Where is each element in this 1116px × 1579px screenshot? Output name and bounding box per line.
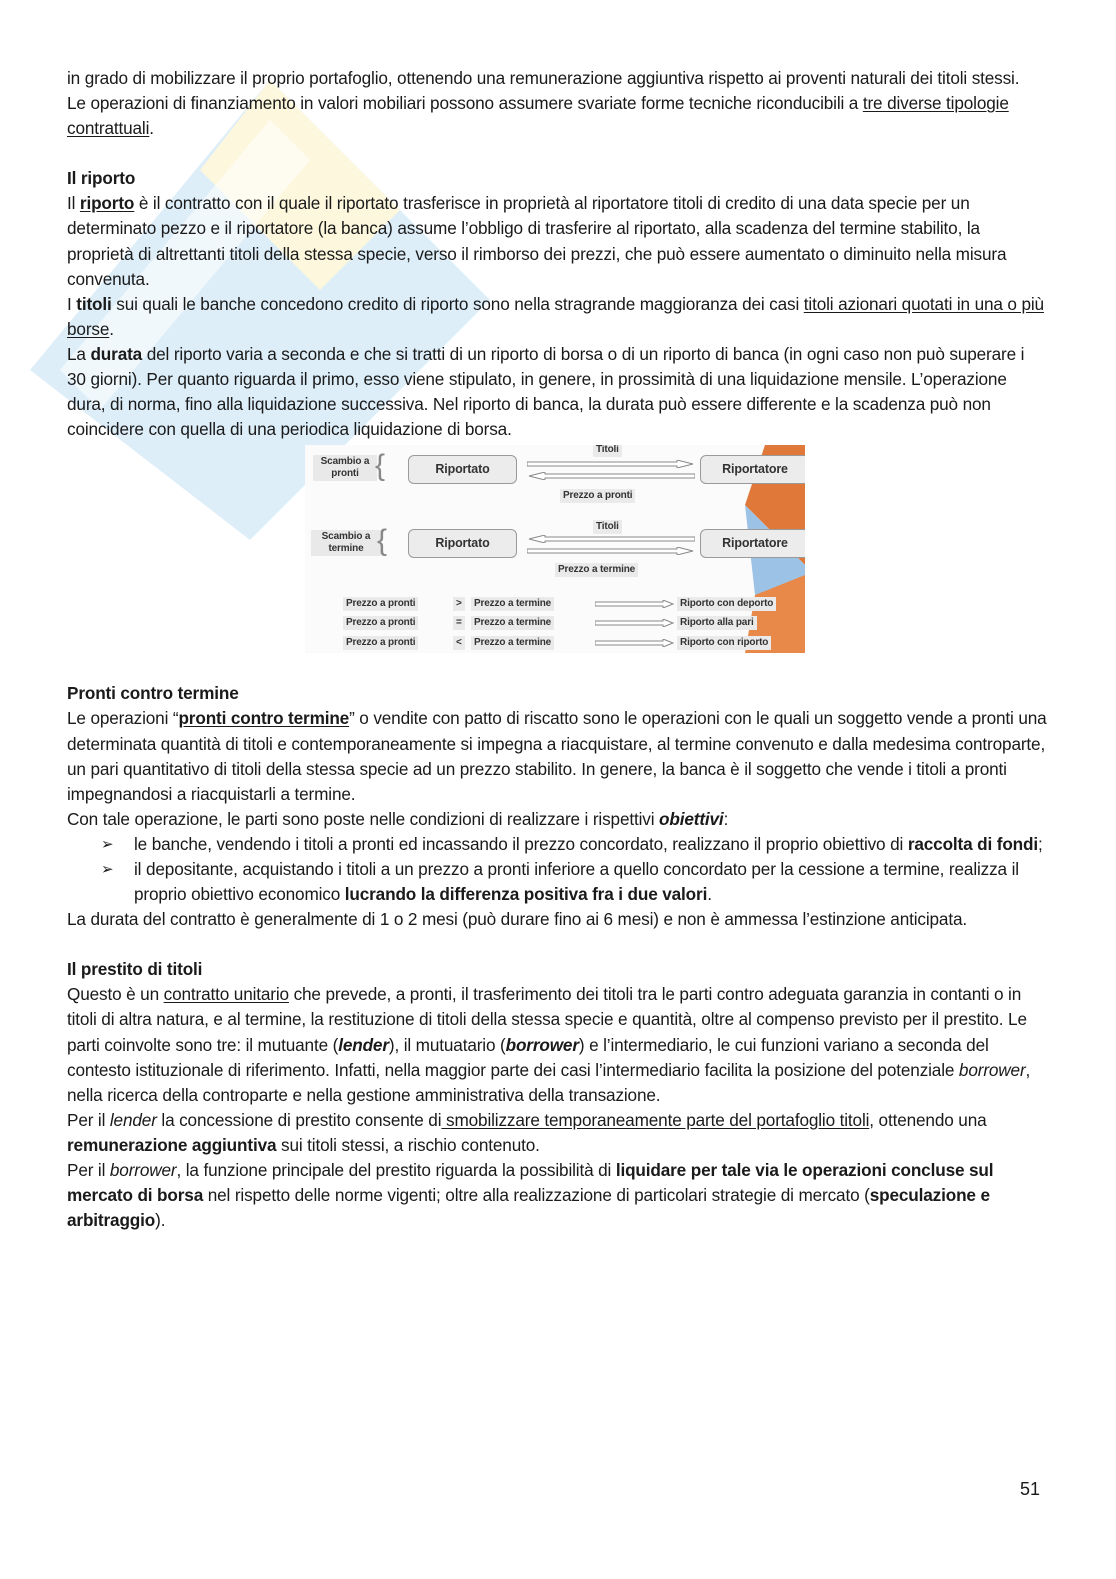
arrowhead-bullet-icon: ➢	[101, 860, 114, 878]
arrow-label-titoli-2: Titoli	[593, 520, 622, 534]
arrow-right-icon	[527, 460, 695, 468]
heading-pronti-contro-termine: Pronti contro termine	[67, 683, 239, 704]
comparison-operator: >	[453, 597, 465, 611]
prestito-paragraph-2: Per il lender la concessione di prestito consente di smobilizzare temporaneamente parte del portafoglio titoli, ottenendo una remunerazione aggiuntiva sui titoli stessi, a rischio contenuto.	[67, 1109, 987, 1155]
comparison-right: Prezzo a termine	[471, 616, 554, 630]
list-item: ➢ il depositante, acquistando i titoli a un prezzo a pronti inferiore a quello concordato per la cessione a termine, realizza il proprio obiettivo economico lucrando la differenza positiva fra i due valori.	[101, 858, 1019, 905]
comparison-left: Prezzo a pronti	[343, 597, 418, 611]
arrowhead-bullet-icon: ➢	[101, 835, 114, 853]
arrow-right-icon	[527, 547, 695, 555]
riporto-paragraph-1: Il riporto è il contratto con il quale il riportato trasferisce in proprietà al riportatore titoli di credito di una data specie per un determinato pezzo e il riportatore (la banca) assume l’obbligo di trasferire al riportato, alla scadenza del termine stabilito, la proprietà di altrettanti titoli della stessa specie, verso il rimborso dei prezzi, che può essere aumentato o diminuito nella misura convenuta.	[67, 193, 1007, 289]
label-scambio-a-pronti: Scambio a pronti	[313, 455, 377, 481]
term-pronti-contro-termine: pronti contro termine	[178, 708, 350, 729]
comparison-right: Prezzo a termine	[471, 597, 554, 611]
arrow-label-prezzo-a-pronti: Prezzo a pronti	[560, 489, 635, 503]
riporto-paragraph-3: La durata del riporto varia a seconda e che si tratti di un riporto di borsa o di un riporto di banca (in ogni caso non può superare i 30 giorni). Per quanto riguarda il primo, esso viene stipulato, in genere, in prossimità di una liquidazione mensile. L’operazione dura, di norma, fino alla liquidazione successiva. Nel riporto di banca, la durata può essere differente e la scadenza può non coincidere con quella di una periodica liquidazione di borsa.	[67, 343, 1025, 440]
heading-prestito-di-titoli: Il prestito di titoli	[67, 959, 203, 980]
document-page	[67, 66, 1047, 1233]
brace-icon: {	[377, 524, 387, 558]
brace-icon: {	[375, 449, 385, 483]
comparison-right: Prezzo a termine	[471, 636, 554, 650]
intro-paragraph-1: in grado di mobilizzare il proprio portafoglio, ottenendo una remunerazione aggiuntiva rispetto ai proventi naturali dei titoli stessi.	[67, 68, 1020, 88]
comparison-operator: =	[453, 616, 465, 630]
pct-paragraph-1: Le operazioni “pronti contro termine” o vendite con patto di riscatto sono le operazioni con le quali un soggetto vende a pronti una determinata quantità di titoli e contemporaneamente si impegna a riacquistare, al termine convenuto e dalla medesima controparte, un pari quantitativo di titoli della stessa specie ad un prezzo stabilito. In genere, la banca è il soggetto che vende i titoli a pronti impegnandosi a riacquistarli a termine.	[67, 708, 1047, 804]
arrow-right-icon	[595, 600, 675, 608]
comparison-left: Prezzo a pronti	[343, 636, 418, 650]
arrow-right-icon	[595, 619, 675, 627]
comparison-result: Riporto con riporto	[677, 636, 771, 650]
riporto-paragraph-2: I titoli sui quali le banche concedono credito di riporto sono nella stragrande maggioranza dei casi titoli azionari quotati in una o più borse.	[67, 293, 1044, 339]
pct-paragraph-2: Con tale operazione, le parti sono poste nelle condizioni di realizzare i rispettivi obiettivi:	[67, 808, 729, 829]
box-riportatore-2: Riportatore	[700, 529, 805, 558]
riporto-diagram	[305, 445, 805, 653]
page-number: 51	[1020, 1479, 1041, 1499]
comparison-operator: <	[453, 636, 465, 650]
comparison-result: Riporto alla pari	[677, 616, 757, 630]
box-riportatore-1: Riportatore	[700, 455, 805, 484]
box-riportato-2: Riportato	[408, 529, 517, 558]
link-tre-tipologie: tre diverse tipologie contrattuali	[67, 93, 1009, 139]
intro-paragraph-2: Le operazioni di finanziamento in valori mobiliari possono assumere svariate forme tecniche riconducibili a tre diverse tipologie contrattuali.	[67, 93, 1009, 139]
box-riportato-1: Riportato	[408, 455, 517, 484]
term-riporto: riporto	[79, 193, 135, 214]
label-scambio-a-termine: Scambio a termine	[311, 530, 381, 556]
prestito-paragraph-1: Questo è un contratto unitario che prevede, a pronti, il trasferimento dei titoli tra le parti contro adeguata garanzia in contanti o in titoli di altra natura, e al termine, la restituzione di titoli della stessa specie e quantità, oltre al compenso previsto per il prestito. Le parti coinvolte sono tre: il mutuante (lender), il mutuatario (borrower) e l’intermediario, le cui funzioni variano a seconda del contesto istituzionale di riferimento. Infatti, nella maggior parte dei casi l’intermediario facilita la posizione del potenziale borrower, nella ricerca della controparte e nella gestione amministrativa della transazione.	[67, 984, 1031, 1105]
list-item: ➢ le banche, vendendo i titoli a pronti ed incassando il prezzo concordato, realizzano il proprio obiettivo di raccolta di fondi;	[67, 832, 1047, 857]
arrow-left-icon	[527, 472, 695, 480]
arrow-label-prezzo-a-termine: Prezzo a termine	[555, 563, 638, 577]
comparison-left: Prezzo a pronti	[343, 616, 418, 630]
pct-objectives-list	[67, 832, 1047, 907]
arrow-right-icon	[595, 639, 675, 647]
heading-riporto: Il riporto	[67, 168, 136, 189]
arrow-left-icon	[527, 535, 695, 543]
prestito-paragraph-3: Per il borrower, la funzione principale del prestito riguarda la possibilità di liquidare per tale via le operazioni concluse sul mercato di borsa nel rispetto delle norme vigenti; oltre alla realizzazione di particolari strategie di mercato (speculazione e arbitraggio).	[67, 1160, 994, 1231]
comparison-result: Riporto con deporto	[677, 597, 776, 611]
arrow-label-titoli-1: Titoli	[593, 445, 622, 457]
pct-paragraph-3: La durata del contratto è generalmente di 1 o 2 mesi (può durare fino ai 6 mesi) e non è ammessa l’estinzione anticipata.	[67, 909, 967, 930]
